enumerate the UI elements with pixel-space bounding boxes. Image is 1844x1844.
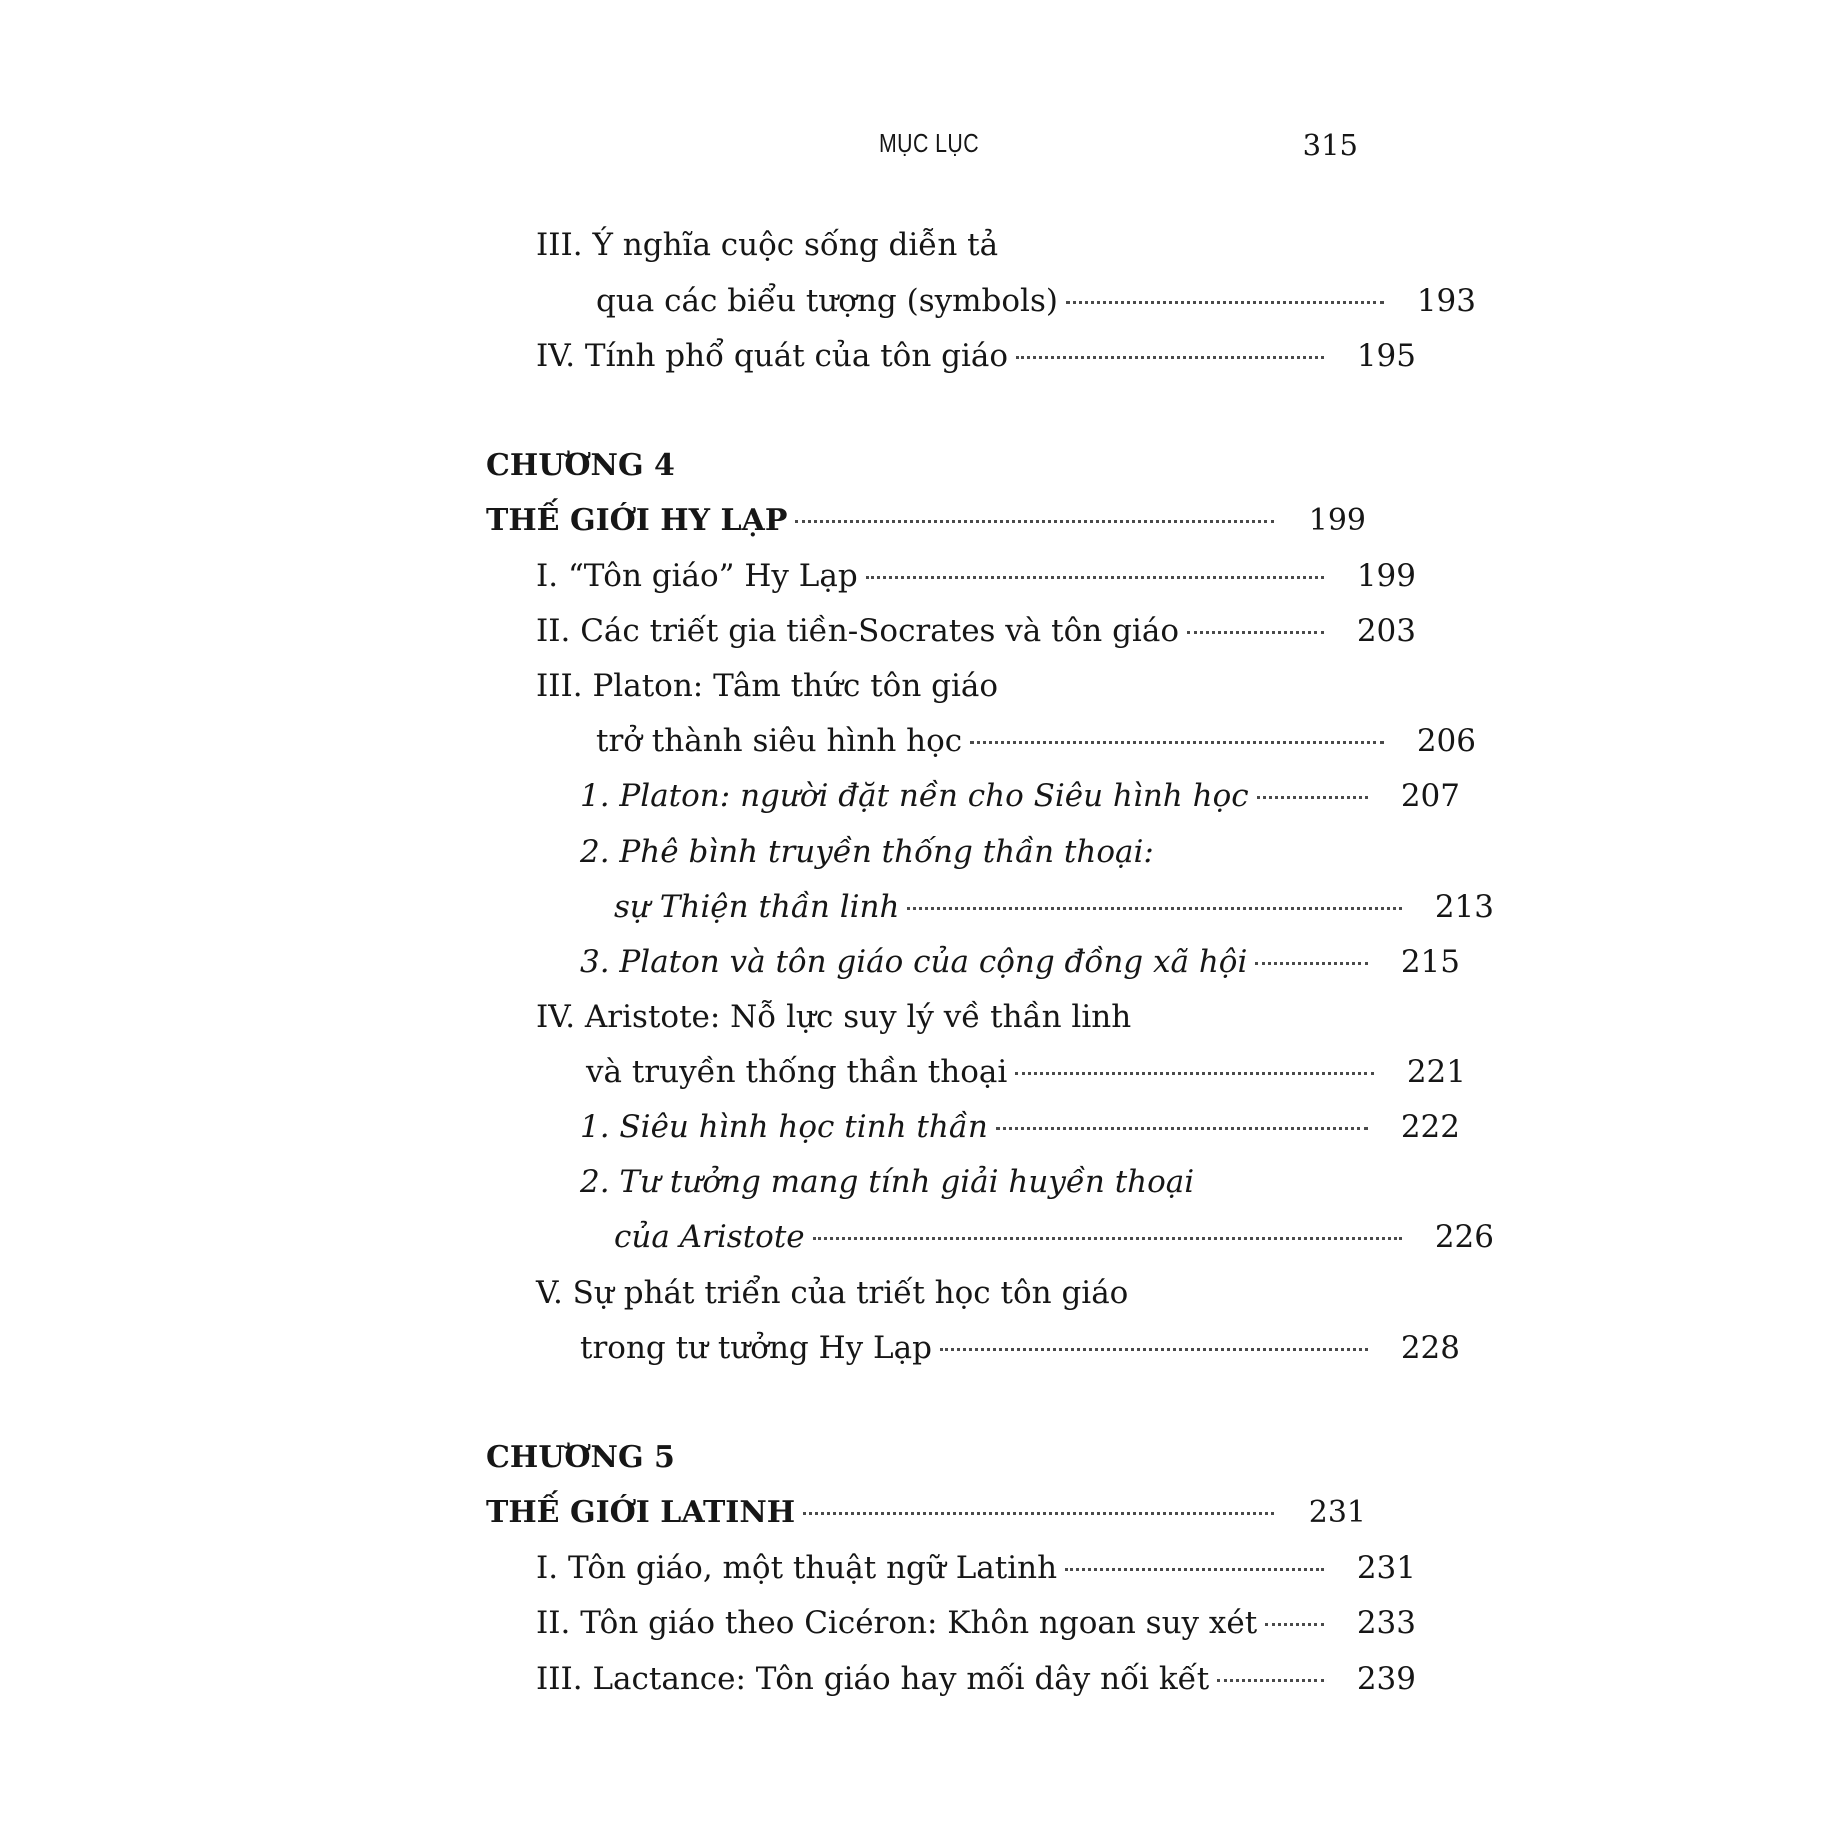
running-header-title: MỤC LỤC [879,128,980,158]
dot-leader [996,1127,1368,1130]
toc-entry-label: IV. Aristote: Nỗ lực suy lý về thần linh [536,999,1132,1035]
running-header-page-number: 315 [1302,128,1358,162]
toc-page-number: 213 [1434,889,1494,925]
toc-entry-subsection [478,1104,1460,1150]
toc-entry-section [478,994,1416,1040]
dot-leader [1015,1072,1374,1075]
dot-leader [1257,796,1368,799]
toc-entry-label: qua các biểu tượng (symbols) [596,283,1058,319]
dot-leader [1217,1679,1324,1682]
toc-page-number: 239 [1356,1661,1416,1697]
chapter-title-entry [478,1490,1366,1536]
toc-entry-section [478,333,1416,379]
toc-page-number: 195 [1356,338,1416,374]
chapter-heading [478,1435,1366,1481]
toc-entry-subsection [478,1159,1460,1205]
chapter-label: CHƯƠNG 5 [486,1440,675,1475]
dot-leader [907,907,1402,910]
toc-entry-section-cont [478,278,1476,324]
toc-page-number: 228 [1400,1330,1460,1366]
toc-entry-label: và truyền thống thần thoại [586,1054,1008,1090]
toc-entry-subsection [478,773,1460,819]
chapter-label: CHƯƠNG 4 [486,448,675,483]
toc-page-number: 206 [1416,723,1476,759]
toc-entry-section [478,553,1416,599]
toc-entry-subsection-cont [478,884,1494,930]
toc-entry-section [478,663,1416,709]
toc-entry-subsection [478,829,1460,875]
toc-entry-section [478,608,1416,654]
toc-entry-label: II. Các triết gia tiền-Socrates và tôn giáo [536,613,1179,649]
chapter-title: THẾ GIỚI HY LẠP [486,503,788,538]
toc-entry-section [478,1270,1416,1316]
dot-leader [970,741,1384,744]
toc-entry-subsection-cont [478,1214,1494,1260]
toc-entry-section [478,1600,1416,1646]
toc-page-number: 193 [1416,283,1476,319]
toc-entry-section-cont [478,1049,1466,1095]
toc-page-number: 231 [1308,1495,1366,1530]
toc-page-number: 226 [1434,1219,1494,1255]
dot-leader [1016,356,1324,359]
dot-leader [1255,962,1368,965]
toc-page-number: 221 [1406,1054,1466,1090]
toc-entry-label: 2. Tư tưởng mang tính giải huyền thoại [580,1164,1195,1200]
toc-page-number: 199 [1308,503,1366,538]
toc-entry-section [478,1545,1416,1591]
toc-entry-label: III. Ý nghĩa cuộc sống diễn tả [536,227,999,263]
toc-page-number: 222 [1400,1109,1460,1145]
dot-leader [1065,1568,1324,1571]
dot-leader [1265,1623,1324,1626]
toc-entry-label: 2. Phê bình truyền thống thần thoại: [580,834,1154,870]
toc-entry-subsection [478,939,1460,985]
toc-entry-section [478,1656,1416,1702]
toc-page-number: 215 [1400,944,1460,980]
toc-entry-label: II. Tôn giáo theo Cicéron: Khôn ngoan suy xét [536,1605,1258,1641]
toc-page-number: 199 [1356,558,1416,594]
toc-page-number: 233 [1356,1605,1416,1641]
toc-entry-label: III. Lactance: Tôn giáo hay mối dây nối kết [536,1661,1210,1697]
toc-page-number: 231 [1356,1550,1416,1586]
toc-entry-label: 1. Siêu hình học tinh thần [580,1109,988,1145]
dot-leader [795,520,1274,523]
toc-entry-label: của Aristote [614,1219,805,1255]
toc-entry-label: I. Tôn giáo, một thuật ngữ Latinh [536,1550,1058,1586]
toc-entry-section-cont [478,718,1476,764]
toc-entry-label: sự Thiện thần linh [614,889,900,925]
dot-leader [1066,301,1384,304]
toc-entry-label: III. Platon: Tâm thức tôn giáo [536,668,999,704]
toc-entry-section-cont [478,1325,1460,1371]
dot-leader [940,1348,1368,1351]
toc-entry-label: 1. Platon: người đặt nền cho Siêu hình học [580,778,1249,814]
dot-leader [1187,631,1324,634]
toc-entry-label: I. “Tôn giáo” Hy Lạp [536,558,858,594]
toc-entry-label: trở thành siêu hình học [596,723,963,759]
chapter-title: THẾ GIỚI LATINH [486,1495,796,1530]
toc-page-number: 207 [1400,778,1460,814]
dot-leader [866,576,1324,579]
toc-entry-section [478,222,1416,268]
toc-entry-label: IV. Tính phổ quát của tôn giáo [536,338,1009,374]
chapter-title-entry [478,498,1366,544]
dot-leader [803,1512,1274,1515]
chapter-heading [478,443,1366,489]
toc-page-number: 203 [1356,613,1416,649]
toc-entry-label: 3. Platon và tôn giáo của cộng đồng xã hội [580,944,1248,980]
toc-entry-label: trong tư tưởng Hy Lạp [580,1330,932,1366]
dot-leader [813,1237,1402,1240]
toc-entry-label: V. Sự phát triển của triết học tôn giáo [536,1275,1129,1311]
